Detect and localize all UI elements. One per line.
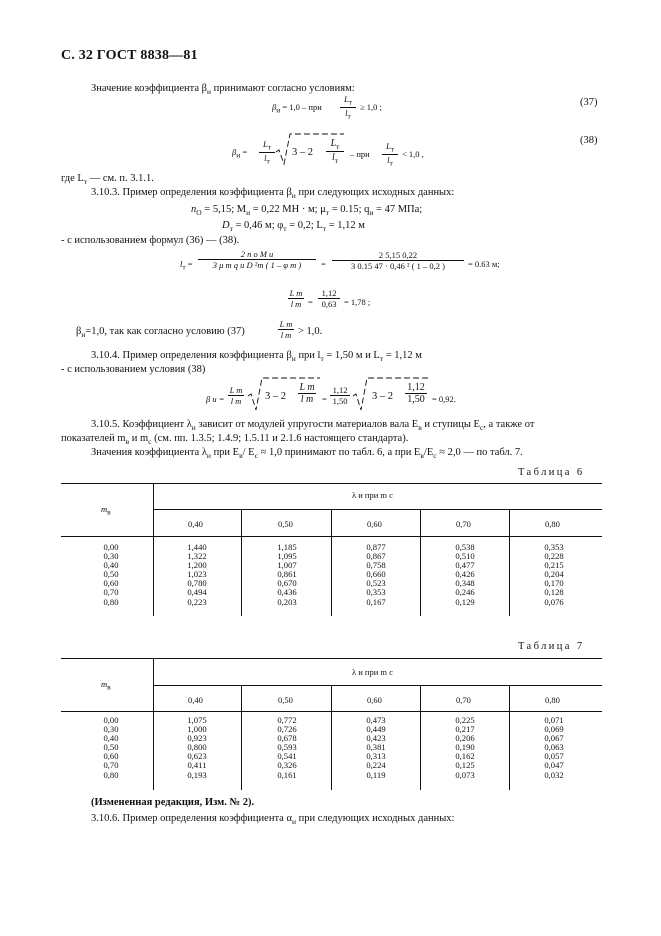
beta-result-frac [278, 319, 294, 340]
table6-values-col-1-cell: 0,670 [277, 578, 297, 589]
p3106-line [91, 812, 454, 828]
p3105-l1-e2-sub: с [479, 423, 484, 433]
table7-rows-cell: 0,40 [103, 733, 119, 744]
beta-result-rest: =1,0, так как согласно условию (37) [85, 326, 245, 337]
table6-rows-cell: 0,40 [103, 560, 119, 571]
p3105-l3-f: ≈ 2,0 — по табл. 7. [439, 447, 523, 458]
eq38-beta: β [232, 147, 237, 157]
table7-values-col-3-cell: 0,206 [455, 733, 475, 744]
table7-values-col-0-cell: 0,923 [187, 733, 207, 744]
table6-rows [96, 543, 126, 607]
table7-values-col-2 [361, 716, 391, 780]
data1-rest3: = 0.15; q [331, 204, 370, 215]
eq38-frac3-den-sub: т [389, 158, 393, 168]
table7-col-0: 0,40 [188, 695, 203, 705]
p3103-sub: и [291, 191, 296, 201]
table6-values-col-0-cell: 1,200 [187, 560, 207, 571]
p3105-l3-e-sub: в [239, 451, 243, 461]
table7-values-col-2-cell: 0,224 [366, 760, 386, 771]
table7-rows-cell: 0,60 [103, 751, 119, 762]
calc1-den2: 3 0.15 47 · 0,46 ² ( 1 – 0,2 ) [351, 261, 445, 271]
beta-result-cond: > 1,0. [298, 326, 323, 337]
eq37-num: L [343, 94, 349, 104]
p3105-l1-e-sub: в [418, 423, 422, 433]
calc2-result: = 1,78 ; [344, 297, 371, 307]
table6-values-col-1 [272, 543, 302, 607]
calc1-l: l [180, 259, 183, 269]
eq38-frac2-num-sub: т [336, 142, 340, 151]
calc3-eq: = [322, 394, 327, 404]
table7-values-col-2-cell: 0,313 [366, 751, 386, 762]
data1-rest: = 5,15; M [204, 204, 247, 215]
table7-values-col-3-cell: 0,190 [455, 742, 475, 753]
table7-values-col-3-cell: 0,225 [455, 715, 475, 725]
eq38-den: l [264, 152, 267, 163]
data2-l-sub: т [322, 224, 327, 234]
calc1-frac1 [198, 249, 316, 270]
p3105-l3-e3-sub: в [420, 451, 424, 461]
eq38-frac2-den: l [331, 152, 335, 163]
p3105-l3-d: ≈ 1,0 принимают по табл. 6, а при E [260, 447, 421, 458]
table7-values-col-4-cell: 0,063 [544, 742, 564, 753]
p3106-rest: при следующих исходных данных: [298, 813, 455, 824]
data2-rest: = 0,46 м; φ [235, 220, 284, 231]
table7-values-col-0-cell: 0,623 [187, 751, 207, 762]
eq38-cond: < 1,0 , [402, 149, 424, 159]
eq38-label: (38) [580, 135, 598, 146]
table6-values-col-3-cell: 0,426 [455, 569, 475, 580]
eq37-cond: ≥ 1,0 ; [360, 102, 382, 112]
p3106-text: 3.10.6. Пример определения коэффициента α [91, 813, 292, 824]
table6-values-col-0 [182, 543, 212, 607]
table7-values-col-0 [182, 716, 212, 780]
table6-values-col-2-cell: 0,167 [366, 596, 386, 607]
table6-col-2: 0,60 [367, 519, 382, 529]
p3105-l1-c: и ступицы E [424, 419, 480, 430]
table7-col-3: 0,70 [456, 695, 471, 705]
calc3-den2: 1,50 [332, 396, 348, 406]
data1-n: n [191, 204, 197, 215]
table6-values-col-4-cell: 0,215 [544, 560, 564, 571]
table6-values-col-4-cell: 0,228 [544, 551, 564, 562]
calc3-rden2: 1,50 [407, 394, 425, 405]
table6-values-col-0-cell: 1,023 [187, 569, 207, 580]
p3104-sub: и [291, 354, 296, 364]
table6-values-col-4-cell: 0,170 [544, 578, 564, 589]
p3103-rest: при следующих исходных данных: [298, 187, 455, 198]
table6-col-0: 0,40 [188, 519, 203, 529]
table6-rows-cell: 0,30 [103, 551, 119, 562]
eq38-frac1 [259, 139, 275, 165]
table7-values-col-2-cell: 0,381 [366, 742, 386, 753]
table7-rows-cell: 0,80 [103, 769, 119, 780]
table6-values-col-1-cell: 0,203 [277, 596, 297, 607]
table7-col-1: 0,50 [278, 695, 293, 705]
table7-values-col-0-cell: 0,800 [187, 742, 207, 753]
table6-values-col-4 [539, 543, 569, 607]
table6-values-col-1-cell: 1,185 [277, 542, 297, 552]
calc2-num2: 1,12 [318, 288, 340, 299]
table6-values-col-2-cell: 0,523 [366, 578, 386, 589]
intro-text: Значение коэффициента β [91, 83, 208, 94]
eq37-label: (37) [580, 97, 598, 108]
table6-values-col-1-cell: 0,861 [277, 569, 297, 580]
data1-rest2: = 0,22 МН · м; μ [252, 204, 326, 215]
eq38-eq: = [242, 147, 248, 157]
calc3-lhs: β и = [206, 394, 225, 404]
table7-rows-cell: 0,00 [103, 715, 119, 725]
p3105-l3-a: Значения коэффициента λ [91, 447, 207, 458]
table7-rows-cell: 0,70 [103, 760, 119, 771]
table7-col-4: 0,80 [545, 695, 560, 705]
table6-col-1: 0,50 [278, 519, 293, 529]
table6-values-col-0-cell: 0,494 [187, 587, 207, 598]
intro-rest: принимают согласно условиям: [213, 83, 355, 94]
table6-rows-cell: 0,60 [103, 578, 119, 589]
data2-rest2: = 0,2; L [289, 220, 323, 231]
table6-values-col-2-cell: 0,353 [366, 587, 386, 598]
p3105-l2-c: (см. пп. 1.3.5; 1.4.9; 1.5.11 и 2.1.6 настоящего стандарта). [154, 433, 409, 444]
data1-rest4: = 47 МПа; [376, 204, 423, 215]
eq38-frac2-den-sub: т [334, 156, 339, 165]
calc1-den: 3 μ т q и D ²т ( 1 – φ т ) [212, 260, 302, 270]
eq38-frac3-num-sub: т [390, 144, 394, 154]
eq38-num: L [262, 139, 268, 149]
table7-rowhead-m: m [101, 679, 108, 689]
table7-values-col-1 [272, 716, 302, 780]
data1-mu-sub: т [325, 208, 330, 218]
table7-values-col-3-cell: 0,162 [455, 751, 475, 762]
table6-values-col-4-cell: 0,128 [544, 587, 564, 598]
eq38-frac2-num: L [330, 138, 337, 149]
table6-values-col-3-cell: 0,538 [455, 542, 475, 552]
p3104-rest-sub: т [320, 354, 324, 364]
eq38-when: – при [350, 149, 370, 159]
calc3-rad-frac2 [405, 382, 427, 405]
edition-note: (Измененная редакция, Изм. № 2). [91, 797, 255, 808]
calc1-eq: = [187, 259, 193, 269]
table6-values-col-2-cell: 0,877 [366, 542, 386, 552]
table6-values-col-1-cell: 1,007 [277, 560, 297, 571]
table7-values-col-0-cell: 1,000 [187, 724, 207, 735]
eq37-beta-sub: и [276, 105, 281, 115]
p3105-l2-sub2: с [148, 437, 152, 447]
eq38-num-sub: т [267, 142, 271, 152]
p3105-l3-e: /E [423, 447, 434, 458]
eq38-frac3-num: L [385, 141, 391, 151]
table7-rows-cell: 0,30 [103, 724, 119, 735]
p3105-l1-sub: и [191, 423, 196, 433]
calc3-result: = 0,92. [432, 394, 456, 404]
calc2-frac1 [288, 288, 304, 309]
table6-values-col-2-cell: 0,867 [366, 551, 386, 562]
table7-group-head: λ и при m с [352, 667, 393, 677]
calc1-l-sub: т [182, 262, 186, 272]
p3104-text: 3.10.4. Пример определения коэффициента β [91, 350, 292, 361]
table6-col-3: 0,70 [456, 519, 471, 529]
calc1-num: 2 n о M и [198, 249, 316, 260]
table7-values-col-1-cell: 0,726 [277, 724, 297, 735]
table6-values-col-1-cell: 0,436 [277, 587, 297, 598]
p3105-l2-sub: в [125, 437, 130, 447]
table7-values-col-2-cell: 0,473 [366, 715, 386, 725]
beta-result-den: l т [280, 330, 292, 340]
p3104-rest: при l [298, 350, 321, 361]
table6-values-col-2-cell: 0,660 [366, 569, 386, 580]
table6-rows-cell: 0,00 [103, 542, 119, 552]
table7-rows [96, 716, 126, 780]
table7-values-col-2-cell: 0,423 [366, 733, 386, 744]
table7-col-2: 0,60 [367, 695, 382, 705]
table7-caption: Таблица 7 [518, 641, 585, 652]
table7-values-col-1-cell: 0,678 [277, 733, 297, 744]
calc3-frac1 [228, 385, 244, 406]
calc3-rden: l т [300, 394, 314, 405]
p3105-l2-b: и m [131, 433, 149, 444]
table6-caption: Таблица 6 [518, 467, 585, 478]
table6-values-col-3-cell: 0,348 [455, 578, 475, 589]
table7-values-col-3 [450, 716, 480, 780]
eq37-fraction [340, 94, 356, 120]
p3104-rest2-sub: т [379, 354, 384, 364]
eq38-rad-a: 3 – 2 [292, 147, 313, 158]
calc1-result: = 0.63 м; [468, 259, 500, 269]
table6-values-col-2 [361, 543, 391, 607]
table6-rowhead-sub: в [107, 507, 111, 517]
table7-values-col-4-cell: 0,047 [544, 760, 564, 771]
p3105-l3-e2-sub: с [254, 451, 258, 461]
table7-rows-cell: 0,50 [103, 742, 119, 753]
p3106-sub: и [291, 817, 296, 827]
table7-values-col-1-cell: 0,161 [277, 769, 297, 780]
table7-values-col-4-cell: 0,057 [544, 751, 564, 762]
calc2-eq: = [308, 297, 313, 307]
eq38-lhs [232, 147, 247, 160]
table6-rows-cell: 0,70 [103, 587, 119, 598]
table7-values-col-2-cell: 0,449 [366, 724, 386, 735]
table7-values-col-1-cell: 0,772 [277, 715, 297, 725]
eq37-den: l [345, 107, 348, 118]
eq37-lhs [272, 102, 322, 115]
calc1-num2: 2 5,15 0,22 [332, 250, 464, 261]
beta-result-line [76, 325, 245, 341]
calc2-num: L т [289, 288, 303, 298]
beta-result-beta: β [76, 326, 82, 337]
eq37-beta: β [272, 102, 277, 112]
table7-values-col-4 [539, 716, 569, 780]
calc3-rad2: 3 – 2 [372, 391, 393, 402]
p3103-data2 [222, 219, 365, 235]
calc1-lhs [180, 259, 193, 272]
eq38-frac2 [326, 138, 344, 165]
calc2-den: l т [290, 299, 302, 309]
table7-rowhead-sub: в [107, 682, 111, 692]
table7-values-col-1-cell: 0,541 [277, 751, 297, 762]
table6-values-col-4-cell: 0,204 [544, 569, 564, 580]
table7-values-col-1-cell: 0,326 [277, 760, 297, 771]
table7-values-col-2-cell: 0,119 [366, 769, 386, 780]
p3105-l1-d: , а также от [483, 419, 535, 430]
table6-values-col-2-cell: 0,758 [366, 560, 386, 571]
p3105-l2-a: показателей m [61, 433, 126, 444]
data2-rest3: = 1,12 м [328, 220, 365, 231]
p3103-data1 [191, 203, 422, 219]
eq37-den-sub: т [347, 111, 351, 121]
table6-row-head [101, 504, 111, 517]
calc3-rnum: L т [299, 382, 315, 393]
table7-row-head [101, 679, 111, 692]
calc2-frac2 [318, 288, 340, 309]
table6-rows-cell: 0,50 [103, 569, 119, 580]
p3103-text: 3.10.3. Пример определения коэффициента β [91, 187, 292, 198]
p3104-use-cond: - с использованием условия (38) [61, 364, 206, 375]
intro-line [91, 82, 355, 98]
where-rest: — см. п. 3.1.1. [89, 173, 154, 184]
calc2-den2: 0,63 [321, 299, 337, 309]
p3105-l3-e4-sub: с [433, 451, 437, 461]
calc3-rad-frac [298, 382, 316, 405]
table7-values-col-3-cell: 0,125 [455, 760, 475, 771]
calc1-eq2: = [321, 259, 326, 269]
p3105-l3-sub: и [206, 451, 211, 461]
table6-values-col-0-cell: 1,322 [187, 551, 207, 562]
where-text: где L [61, 173, 84, 184]
calc3-frac2 [330, 385, 350, 406]
table7-values-col-4-cell: 0,071 [544, 715, 564, 725]
table7-values-col-0-cell: 0,193 [187, 769, 207, 780]
table6-values-col-3-cell: 0,129 [455, 596, 475, 607]
calc3-rnum2: 1,12 [405, 382, 427, 394]
beta-result-sub: и [81, 330, 86, 340]
page-header: С. 32 ГОСТ 8838—81 [61, 48, 198, 63]
p3104-rest2: = 1,50 м и L [326, 350, 380, 361]
calc3-num: L т [229, 385, 243, 395]
table6-values-col-3-cell: 0,510 [455, 551, 475, 562]
p3105-l1-b: зависит от модулей упругости материалов вала E [198, 419, 419, 430]
data2-d-sub: т [229, 224, 233, 234]
p3103-use-formulas: - с использованием формул (36) — (38). [61, 235, 240, 246]
table6-values-col-3-cell: 0,246 [455, 587, 475, 598]
calc3-num2: 1,12 [330, 385, 350, 396]
table6-values-col-4-cell: 0,076 [544, 596, 564, 607]
table7-values-col-0-cell: 0,411 [187, 760, 207, 771]
table7-values-col-4-cell: 0,032 [544, 769, 564, 780]
table7-values-col-1-cell: 0,593 [277, 742, 297, 753]
calc1-frac2 [332, 250, 464, 271]
p3105-l1-a: 3.10.5. Коэффициент λ [91, 419, 192, 430]
calc3-den: l т [230, 396, 242, 406]
data2-phi-sub: т [283, 224, 287, 234]
table6-values-col-3 [450, 543, 480, 607]
where-sub: т [83, 177, 88, 187]
p3105-l3-b: при E [213, 447, 240, 458]
table6-values-col-0-cell: 1,440 [187, 542, 207, 552]
table6-rows-cell: 0,80 [103, 596, 119, 607]
table7-values-col-4-cell: 0,069 [544, 724, 564, 735]
table6-values-col-4-cell: 0,353 [544, 542, 564, 552]
table6-values-col-3-cell: 0,477 [455, 560, 475, 571]
table6-values-col-0-cell: 0,780 [187, 578, 207, 589]
p3105-l3-c: / E [242, 447, 255, 458]
eq38-den-sub: т [266, 156, 270, 166]
beta-result-num: L т [279, 319, 293, 329]
table7-values-col-3-cell: 0,217 [455, 724, 475, 735]
data1-n-sub: О [196, 208, 202, 218]
table6-rowhead-m: m [101, 504, 108, 514]
p3103-line [91, 186, 454, 202]
table6-col-4: 0,80 [545, 519, 560, 529]
eq37-num-sub: т [348, 97, 352, 107]
eq38-frac3 [382, 141, 398, 167]
table7-values-col-3-cell: 0,073 [455, 769, 475, 780]
intro-sub: и [207, 87, 212, 97]
eq37-rhs: = 1,0 – при [282, 102, 322, 112]
table7-values-col-0-cell: 1,075 [187, 715, 207, 725]
data1-m-sub: и [246, 208, 251, 218]
calc3-rad: 3 – 2 [265, 391, 286, 402]
table6-values-col-1-cell: 1,095 [277, 551, 297, 562]
table6-group-head: λ и при m с [352, 490, 393, 500]
p3104-rest3: = 1,12 м [385, 350, 422, 361]
data2-d: D [222, 220, 230, 231]
table6-values-col-0-cell: 0,223 [187, 596, 207, 607]
data1-q-sub: и [369, 208, 374, 218]
eq38-frac3-den: l [387, 154, 390, 165]
table7-values-col-4-cell: 0,067 [544, 733, 564, 744]
p3105-line3 [91, 446, 523, 462]
eq38-beta-sub: и [236, 150, 241, 160]
